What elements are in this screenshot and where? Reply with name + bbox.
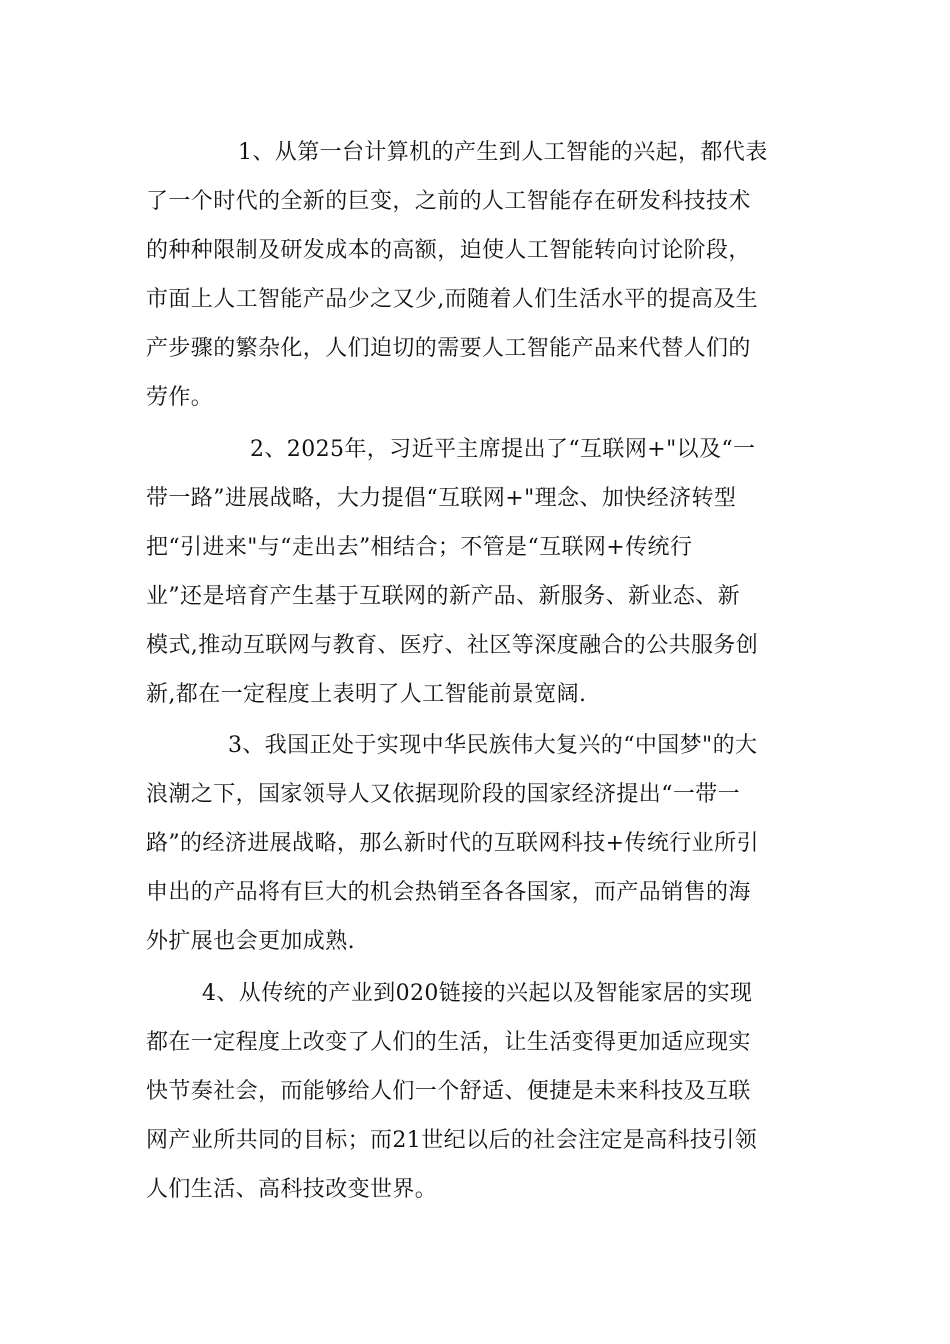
paragraph-line: 带一路”进展战略，大力提倡“互联网+"理念、加快经济转型 (146, 486, 737, 511)
paragraph-line: 劳作。 (146, 385, 214, 410)
paragraph-line: 2、2025年，习近平主席提出了“互联网+"以及“一 (250, 437, 756, 462)
paragraph-line: 申出的产品将有巨大的机会热销至各各国家，而产品销售的海 (146, 880, 751, 905)
paragraph-line: 模式,推动互联网与教育、医疗、社区等深度融合的公共服务创 (146, 633, 759, 658)
paragraph-line: 外扩展也会更加成熟. (146, 929, 355, 954)
paragraph-line: 都在一定程度上改变了人们的生活，让生活变得更加适应现实 (146, 1030, 751, 1055)
paragraph-line: 路”的经济进展战略，那么新时代的互联网科技+传统行业所引 (146, 831, 759, 856)
paragraph-line: 1、从第一台计算机的产生到人工智能的兴起，都代表 (238, 140, 768, 165)
paragraph-line: 了一个时代的全新的巨变，之前的人工智能存在研发科技技术 (146, 189, 751, 214)
paragraph-line: 的种种限制及研发成本的高额，迫使人工智能转向讨论阶段， (146, 238, 751, 263)
paragraph-1 (146, 128, 806, 422)
paragraph-line: 4、从传统的产业到020链接的兴起以及智能家居的实现 (202, 981, 753, 1006)
paragraph-3 (146, 721, 806, 966)
paragraph-line: 市面上人工智能产品少之又少,而随着人们生活水平的提高及生 (146, 287, 759, 312)
paragraph-line: 把“引进来"与“走出去”相结合；不管是“互联网+传统行 (146, 535, 693, 560)
paragraph-line: 浪潮之下，国家领导人又依据现阶段的国家经济提出“一带一 (146, 782, 741, 807)
paragraph-line: 业”还是培育产生基于互联网的新产品、新服务、新业态、新 (146, 584, 741, 609)
paragraph-line: 3、我国正处于实现中华民族伟大复兴的“中国梦"的大 (228, 733, 758, 758)
paragraph-line: 人们生活、高科技改变世界。 (146, 1177, 438, 1202)
paragraph-2 (146, 425, 806, 719)
paragraph-line: 新,都在一定程度上表明了人工智能前景宽阔. (146, 682, 587, 707)
paragraph-4 (146, 969, 806, 1214)
paragraph-line: 快节奏社会，而能够给人们一个舒适、便捷是未来科技及互联 (146, 1079, 751, 1104)
paragraph-line: 产步骤的繁杂化，人们迫切的需要人工智能产品来代替人们的 (146, 336, 751, 361)
paragraph-line: 网产业所共同的目标；而21世纪以后的社会注定是高科技引领 (146, 1128, 758, 1153)
